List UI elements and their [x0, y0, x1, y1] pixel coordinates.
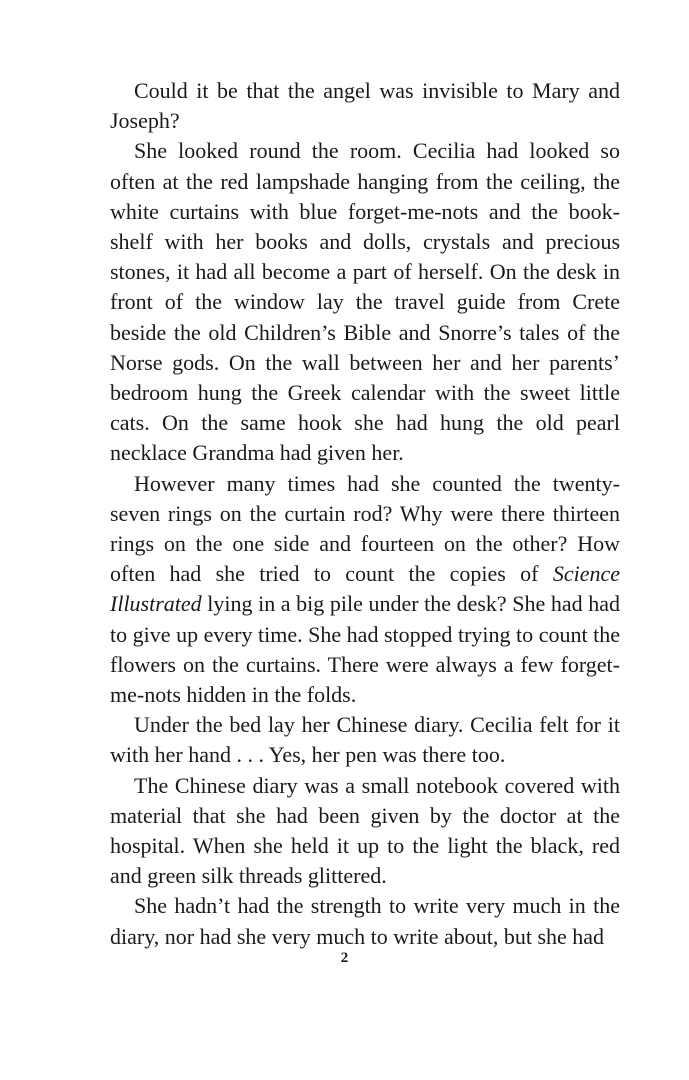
paragraph-diary-bed: Under the bed lay her Chinese diary. Cecilia felt for it with her hand . . . Yes, her pen was there too. [110, 712, 620, 768]
paragraph-strength: She hadn’t had the strength to write very much in the diary, nor had she very much to write about, but she had [110, 893, 620, 949]
page-body [110, 76, 620, 952]
magazine-title: Science Illustrated [110, 561, 620, 617]
paragraph-diary-notebook: The Chinese diary was a small notebook covered with material that she had been given by the doctor at the hospital. When she held it up to the light the black, red and green silk threads glittered. [110, 772, 620, 889]
paragraph-angel: Could it be that the angel was invisible to Mary and Joseph? [110, 78, 620, 134]
paragraph-room: She looked round the room. Cecilia had looked so often at the red lampshade hanging from the ceiling, the white curtains with blue forget-me-nots and the book-shelf with her books and dolls, crystals and precious stones, it had all become a part of herself. On the desk in front of the window lay the travel guide from Crete beside the old Children’s Bible and Snorre’s tales of the Norse gods. On the wall between her and her parents’ bedroom hung the Greek calendar with the sweet little cats. On the same hook she had hung the old pearl necklace Grandma had given her. [110, 138, 620, 466]
paragraph-rings [110, 469, 620, 711]
page-number: 2 [340, 950, 349, 966]
paragraph-rings-end: lying in a big pile under the desk? She had had to give up every time. She had stopped trying to count the flowers on the curtains. There were always a few forget-me-nots hidden in the folds. [110, 591, 620, 708]
paragraph-rings-start: However many times had she counted the twenty-seven rings on the curtain rod? Why were there thirteen rings on the one side and fourteen on the other? How often had she tried to count the copies of [110, 470, 620, 587]
